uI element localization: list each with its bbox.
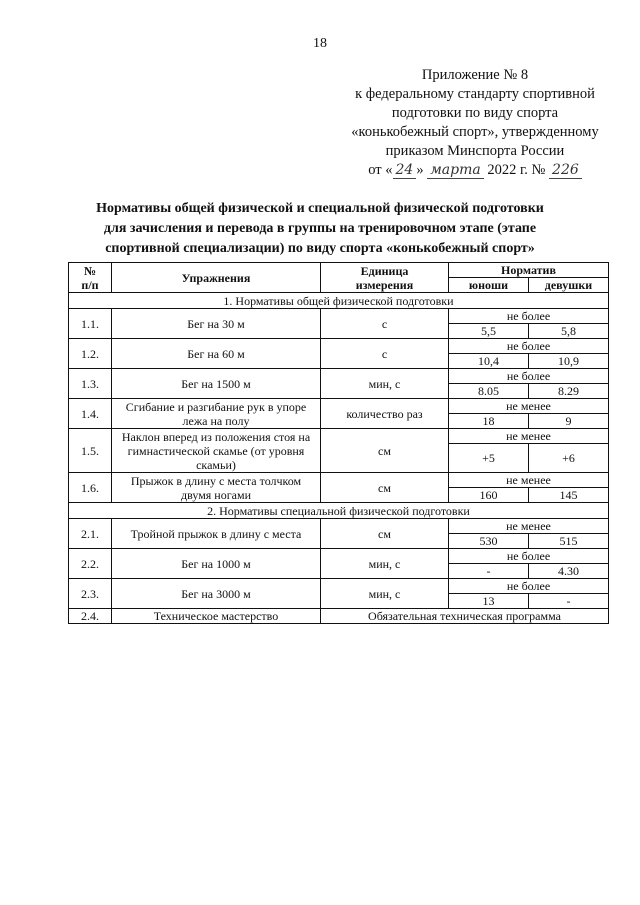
row-unit: см — [321, 429, 449, 473]
value-girls: 4.30 — [529, 564, 609, 579]
appendix-line-4: «конькобежный спорт», утвержденному — [351, 124, 599, 140]
table-row — [69, 473, 609, 488]
norms-table — [68, 262, 609, 624]
row-exercise: Бег на 1000 м — [112, 549, 321, 579]
appendix-line-5: приказом Минспорта России — [385, 143, 565, 159]
row-unit: с — [321, 339, 449, 369]
table-row — [69, 429, 609, 444]
row-condition: не менее — [449, 399, 609, 414]
table-row — [69, 309, 609, 324]
title-line-1: Нормативы общей физической и специальной физической подготовки — [96, 201, 544, 216]
table-header — [69, 263, 609, 293]
value-girls: 8.29 — [529, 384, 609, 399]
header-number-line-1: № — [83, 263, 97, 278]
row-exercise: Прыжок в длину с места толчком двумя ногами — [112, 473, 321, 503]
row-condition: не менее — [449, 429, 609, 444]
row-condition: не более — [449, 549, 609, 564]
header-boys: юноши — [449, 278, 529, 293]
row-exercise: Бег на 60 м — [112, 339, 321, 369]
row-unit: мин, с — [321, 579, 449, 609]
row-exercise: Сгибание и разгибание рук в упоре лежа на полу — [112, 399, 321, 429]
value-boys: +5 — [449, 444, 529, 473]
header-exercise: Упражнения — [112, 263, 321, 293]
row-unit: мин, с — [321, 549, 449, 579]
row-exercise: Наклон вперед из положения стоя на гимнастической скамье (от уровня скамьи) — [112, 429, 321, 473]
row-exercise: Техническое мастерство — [112, 609, 321, 624]
value-boys: 530 — [449, 534, 529, 549]
header-girls: девушки — [529, 278, 609, 293]
row-unit: мин, с — [321, 369, 449, 399]
appendix-line-3: подготовки по виду спорта — [391, 105, 559, 121]
value-girls: 145 — [529, 488, 609, 503]
row-unit: количество раз — [321, 399, 449, 429]
table-row — [69, 339, 609, 354]
row-unit: см — [321, 519, 449, 549]
row-condition: не менее — [449, 473, 609, 488]
value-girls: 515 — [529, 534, 609, 549]
header-norm: Норматив — [449, 263, 609, 278]
value-girls: +6 — [529, 444, 609, 473]
date-prefix: от « — [368, 162, 393, 178]
date-month: марта — [427, 162, 484, 179]
value-boys: 18 — [449, 414, 529, 429]
header-unit-line-2: измерения — [355, 277, 414, 292]
row-unit: с — [321, 309, 449, 339]
row-number: 1.1. — [69, 309, 112, 339]
value-girls: 9 — [529, 414, 609, 429]
page-number: 18 — [313, 36, 327, 51]
header-number-line-2: п/п — [81, 277, 99, 292]
row-exercise: Тройной прыжок в длину с места — [112, 519, 321, 549]
row-exercise: Бег на 30 м — [112, 309, 321, 339]
row-condition: не более — [449, 339, 609, 354]
table-row — [69, 399, 609, 414]
value-boys: 5,5 — [449, 324, 529, 339]
table-row — [69, 519, 609, 534]
row-condition: не более — [449, 309, 609, 324]
title-line-3: спортивной специализации) по виду спорта «конькобежный спорт» — [105, 241, 535, 256]
section-title-special: 2. Нормативы специальной физической подготовки — [69, 503, 609, 519]
table-row — [69, 549, 609, 564]
row-exercise: Бег на 1500 м — [112, 369, 321, 399]
row-number: 1.6. — [69, 473, 112, 503]
value-boys: 160 — [449, 488, 529, 503]
row-condition: не более — [449, 369, 609, 384]
row-number: 2.4. — [69, 609, 112, 624]
appendix-header — [330, 66, 620, 180]
date-mid: » — [416, 162, 424, 178]
value-girls: 5,8 — [529, 324, 609, 339]
appendix-line-1: Приложение № 8 — [421, 67, 529, 83]
appendix-line-2: к федеральному стандарту спортивной — [355, 86, 595, 102]
value-boys: 13 — [449, 594, 529, 609]
table-body — [69, 293, 609, 624]
row-number: 1.2. — [69, 339, 112, 369]
row-condition: не менее — [449, 519, 609, 534]
row-number: 2.1. — [69, 519, 112, 549]
date-day: 24 — [393, 162, 417, 179]
header-unit — [321, 263, 449, 293]
value-boys: - — [449, 564, 529, 579]
document-title — [40, 199, 600, 259]
value-boys: 8.05 — [449, 384, 529, 399]
row-number: 2.3. — [69, 579, 112, 609]
table-row-final — [69, 609, 609, 624]
section-title-general: 1. Нормативы общей физической подготовки — [69, 293, 609, 309]
order-number: 226 — [549, 162, 582, 179]
header-number — [69, 263, 112, 293]
row-note: Обязательная техническая программа — [321, 609, 609, 624]
row-number: 1.3. — [69, 369, 112, 399]
date-year: 2022 г. № — [487, 162, 546, 178]
row-number: 1.4. — [69, 399, 112, 429]
title-line-2: для зачисления и перевода в группы на тренировочном этапе (этапе — [103, 221, 537, 236]
header-unit-line-1: Единица — [360, 263, 409, 278]
table-row — [69, 369, 609, 384]
appendix-date-line — [330, 161, 620, 180]
row-number: 2.2. — [69, 549, 112, 579]
row-number: 1.5. — [69, 429, 112, 473]
row-unit: см — [321, 473, 449, 503]
row-condition: не более — [449, 579, 609, 594]
value-girls: - — [529, 594, 609, 609]
row-exercise: Бег на 3000 м — [112, 579, 321, 609]
value-girls: 10,9 — [529, 354, 609, 369]
table-row — [69, 579, 609, 594]
value-boys: 10,4 — [449, 354, 529, 369]
